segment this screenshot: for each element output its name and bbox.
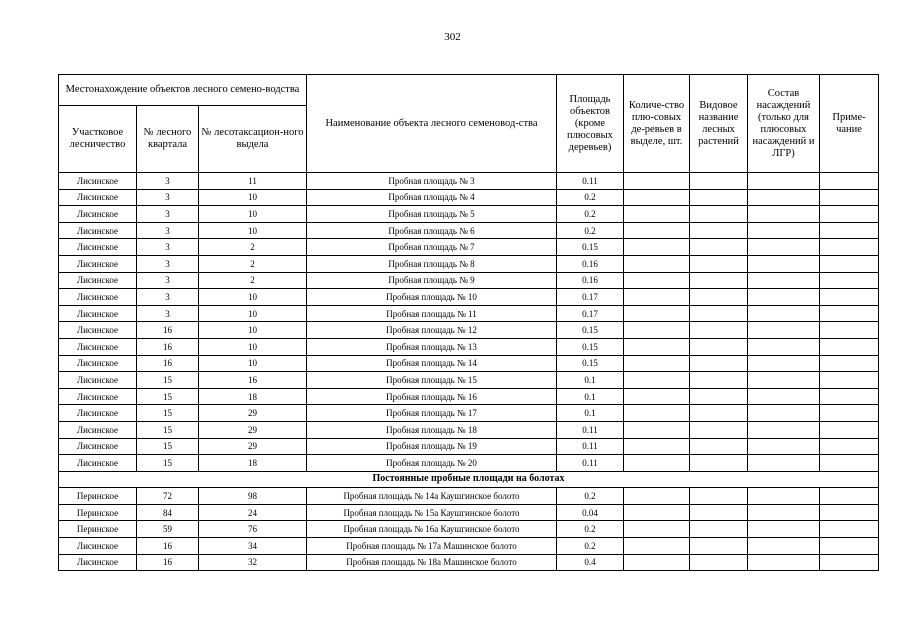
cell-division: 29 xyxy=(199,421,307,438)
table-row xyxy=(59,504,879,521)
cell-forestry: Лисинское xyxy=(59,554,137,571)
cell-empty xyxy=(690,239,748,256)
cell-empty xyxy=(690,488,748,505)
header-object-name: Наименование объекта лесного семеновод-ства xyxy=(307,75,557,173)
cell-quarter: 15 xyxy=(137,455,199,472)
cell-empty xyxy=(820,355,879,372)
cell-empty xyxy=(624,455,690,472)
cell-empty xyxy=(748,504,820,521)
cell-forestry: Лисинское xyxy=(59,455,137,472)
cell-quarter: 3 xyxy=(137,222,199,239)
cell-quarter: 16 xyxy=(137,355,199,372)
cell-division: 16 xyxy=(199,372,307,389)
cell-division: 10 xyxy=(199,338,307,355)
cell-quarter: 15 xyxy=(137,388,199,405)
cell-empty xyxy=(624,421,690,438)
cell-empty xyxy=(690,455,748,472)
cell-empty xyxy=(690,554,748,571)
table-row xyxy=(59,289,879,306)
cell-empty xyxy=(748,538,820,555)
table-row xyxy=(59,355,879,372)
cell-empty xyxy=(820,289,879,306)
cell-division: 10 xyxy=(199,289,307,306)
cell-empty xyxy=(624,488,690,505)
cell-forestry: Лисинское xyxy=(59,206,137,223)
table-row xyxy=(59,189,879,206)
cell-empty xyxy=(624,504,690,521)
cell-quarter: 16 xyxy=(137,554,199,571)
cell-empty xyxy=(690,538,748,555)
cell-empty xyxy=(624,289,690,306)
table-row xyxy=(59,421,879,438)
cell-area: 0.1 xyxy=(557,405,624,422)
cell-empty xyxy=(624,239,690,256)
table-row xyxy=(59,521,879,538)
cell-area: 0.11 xyxy=(557,455,624,472)
cell-empty xyxy=(748,355,820,372)
cell-division: 10 xyxy=(199,222,307,239)
header-location-group: Местонахождение объектов лесного семено-водства xyxy=(59,75,307,106)
header-note: Приме-чание xyxy=(820,75,879,173)
cell-forestry: Лисинское xyxy=(59,355,137,372)
cell-object-name: Пробная площадь № 14а Каушгинское болото xyxy=(307,488,557,505)
cell-division: 10 xyxy=(199,322,307,339)
cell-empty xyxy=(690,504,748,521)
cell-object-name: Пробная площадь № 16 xyxy=(307,388,557,405)
cell-forestry: Лисинское xyxy=(59,239,137,256)
cell-area: 0.15 xyxy=(557,239,624,256)
cell-object-name: Пробная площадь № 17а Машинское болото xyxy=(307,538,557,555)
seed-objects-table xyxy=(58,74,879,571)
table-row xyxy=(59,438,879,455)
table-row xyxy=(59,305,879,322)
cell-empty xyxy=(748,455,820,472)
cell-empty xyxy=(624,189,690,206)
cell-empty xyxy=(748,305,820,322)
cell-empty xyxy=(624,405,690,422)
cell-quarter: 84 xyxy=(137,504,199,521)
cell-empty xyxy=(748,405,820,422)
cell-object-name: Пробная площадь № 11 xyxy=(307,305,557,322)
cell-forestry: Перинское xyxy=(59,521,137,538)
cell-quarter: 15 xyxy=(137,405,199,422)
cell-division: 10 xyxy=(199,305,307,322)
cell-forestry: Перинское xyxy=(59,488,137,505)
cell-area: 0.15 xyxy=(557,355,624,372)
cell-empty xyxy=(690,421,748,438)
cell-area: 0.2 xyxy=(557,189,624,206)
cell-empty xyxy=(748,255,820,272)
header-tree-count: Количе-ство плю-совых де-ревьев в выделе, шт. xyxy=(624,75,690,173)
cell-quarter: 16 xyxy=(137,338,199,355)
cell-quarter: 59 xyxy=(137,521,199,538)
cell-object-name: Пробная площадь № 12 xyxy=(307,322,557,339)
cell-empty xyxy=(624,222,690,239)
cell-empty xyxy=(820,504,879,521)
cell-forestry: Лисинское xyxy=(59,372,137,389)
cell-division: 34 xyxy=(199,538,307,555)
cell-object-name: Пробная площадь № 17 xyxy=(307,405,557,422)
cell-area: 0.17 xyxy=(557,289,624,306)
cell-quarter: 3 xyxy=(137,189,199,206)
cell-empty xyxy=(820,521,879,538)
cell-forestry: Лисинское xyxy=(59,222,137,239)
cell-object-name: Пробная площадь № 8 xyxy=(307,255,557,272)
cell-division: 10 xyxy=(199,355,307,372)
cell-object-name: Пробная площадь № 20 xyxy=(307,455,557,472)
cell-object-name: Пробная площадь № 19 xyxy=(307,438,557,455)
table-row xyxy=(59,206,879,223)
cell-empty xyxy=(820,272,879,289)
cell-division: 18 xyxy=(199,455,307,472)
section-row xyxy=(59,471,879,488)
cell-division: 2 xyxy=(199,255,307,272)
cell-division: 2 xyxy=(199,272,307,289)
header-species: Видовое название лесных растений xyxy=(690,75,748,173)
cell-empty xyxy=(690,305,748,322)
cell-forestry: Лисинское xyxy=(59,173,137,190)
cell-object-name: Пробная площадь № 16а Каушгинское болото xyxy=(307,521,557,538)
cell-empty xyxy=(690,206,748,223)
cell-division: 24 xyxy=(199,504,307,521)
cell-empty xyxy=(690,388,748,405)
table-row xyxy=(59,405,879,422)
cell-empty xyxy=(624,438,690,455)
cell-division: 32 xyxy=(199,554,307,571)
cell-empty xyxy=(748,438,820,455)
cell-empty xyxy=(820,554,879,571)
cell-quarter: 3 xyxy=(137,272,199,289)
cell-area: 0.4 xyxy=(557,554,624,571)
cell-empty xyxy=(820,488,879,505)
cell-empty xyxy=(820,173,879,190)
header-composition: Состав насаждений (только для плюсовых насаждений и ЛГР) xyxy=(748,75,820,173)
cell-empty xyxy=(820,455,879,472)
cell-area: 0.1 xyxy=(557,372,624,389)
cell-object-name: Пробная площадь № 4 xyxy=(307,189,557,206)
cell-empty xyxy=(748,239,820,256)
cell-empty xyxy=(748,554,820,571)
cell-area: 0.2 xyxy=(557,538,624,555)
cell-empty xyxy=(748,338,820,355)
table-row xyxy=(59,239,879,256)
cell-object-name: Пробная площадь № 6 xyxy=(307,222,557,239)
cell-empty xyxy=(820,305,879,322)
cell-object-name: Пробная площадь № 15а Каушгинское болото xyxy=(307,504,557,521)
cell-empty xyxy=(820,255,879,272)
cell-division: 98 xyxy=(199,488,307,505)
cell-empty xyxy=(820,322,879,339)
cell-quarter: 3 xyxy=(137,255,199,272)
table-row xyxy=(59,338,879,355)
cell-quarter: 3 xyxy=(137,206,199,223)
cell-forestry: Лисинское xyxy=(59,272,137,289)
header-area: Площадь объектов (кроме плюсовых деревьев) xyxy=(557,75,624,173)
cell-division: 10 xyxy=(199,189,307,206)
cell-quarter: 72 xyxy=(137,488,199,505)
cell-area: 0.16 xyxy=(557,255,624,272)
cell-empty xyxy=(690,189,748,206)
table-body xyxy=(59,173,879,571)
cell-empty xyxy=(820,438,879,455)
cell-forestry: Лисинское xyxy=(59,388,137,405)
cell-empty xyxy=(624,538,690,555)
cell-empty xyxy=(690,322,748,339)
cell-quarter: 3 xyxy=(137,289,199,306)
cell-object-name: Пробная площадь № 5 xyxy=(307,206,557,223)
cell-area: 0.2 xyxy=(557,222,624,239)
cell-forestry: Лисинское xyxy=(59,421,137,438)
cell-empty xyxy=(690,405,748,422)
cell-quarter: 3 xyxy=(137,173,199,190)
cell-division: 11 xyxy=(199,173,307,190)
cell-quarter: 3 xyxy=(137,305,199,322)
cell-quarter: 15 xyxy=(137,372,199,389)
cell-forestry: Лисинское xyxy=(59,305,137,322)
cell-division: 2 xyxy=(199,239,307,256)
table-row xyxy=(59,488,879,505)
cell-empty xyxy=(624,272,690,289)
table-row xyxy=(59,222,879,239)
cell-empty xyxy=(624,305,690,322)
cell-empty xyxy=(624,255,690,272)
cell-empty xyxy=(690,289,748,306)
cell-empty xyxy=(820,206,879,223)
cell-empty xyxy=(820,421,879,438)
cell-empty xyxy=(748,372,820,389)
table-row xyxy=(59,322,879,339)
cell-empty xyxy=(690,438,748,455)
cell-forestry: Лисинское xyxy=(59,438,137,455)
cell-area: 0.1 xyxy=(557,388,624,405)
table-row xyxy=(59,538,879,555)
cell-area: 0.11 xyxy=(557,173,624,190)
cell-empty xyxy=(748,289,820,306)
cell-empty xyxy=(748,173,820,190)
cell-quarter: 16 xyxy=(137,322,199,339)
cell-empty xyxy=(690,372,748,389)
cell-empty xyxy=(624,388,690,405)
cell-empty xyxy=(820,538,879,555)
cell-forestry: Лисинское xyxy=(59,405,137,422)
cell-empty xyxy=(748,272,820,289)
cell-empty xyxy=(624,521,690,538)
cell-empty xyxy=(624,372,690,389)
cell-object-name: Пробная площадь № 13 xyxy=(307,338,557,355)
cell-empty xyxy=(624,173,690,190)
table-row xyxy=(59,272,879,289)
cell-area: 0.2 xyxy=(557,488,624,505)
cell-empty xyxy=(690,338,748,355)
cell-object-name: Пробная площадь № 3 xyxy=(307,173,557,190)
cell-quarter: 3 xyxy=(137,239,199,256)
cell-division: 29 xyxy=(199,438,307,455)
cell-empty xyxy=(624,338,690,355)
cell-area: 0.11 xyxy=(557,438,624,455)
cell-empty xyxy=(748,222,820,239)
header-forestry: Участковое лесничество xyxy=(59,106,137,173)
cell-empty xyxy=(820,405,879,422)
header-quarter: № лесного квартала xyxy=(137,106,199,173)
cell-empty xyxy=(820,189,879,206)
cell-empty xyxy=(624,206,690,223)
cell-object-name: Пробная площадь № 9 xyxy=(307,272,557,289)
cell-empty xyxy=(748,189,820,206)
cell-empty xyxy=(820,372,879,389)
page-number: 302 xyxy=(444,31,461,43)
table-row xyxy=(59,455,879,472)
cell-empty xyxy=(690,355,748,372)
cell-area: 0.15 xyxy=(557,338,624,355)
cell-forestry: Перинское xyxy=(59,504,137,521)
cell-empty xyxy=(748,322,820,339)
cell-forestry: Лисинское xyxy=(59,289,137,306)
section-title: Постоянные пробные площади на болотах xyxy=(59,471,879,488)
cell-area: 0.04 xyxy=(557,504,624,521)
table-row xyxy=(59,173,879,190)
cell-empty xyxy=(748,488,820,505)
cell-object-name: Пробная площадь № 18а Машинское болото xyxy=(307,554,557,571)
cell-area: 0.2 xyxy=(557,521,624,538)
header-division: № лесотаксацион-ного выдела xyxy=(199,106,307,173)
cell-empty xyxy=(624,554,690,571)
table-row xyxy=(59,554,879,571)
cell-empty xyxy=(748,388,820,405)
cell-forestry: Лисинское xyxy=(59,322,137,339)
cell-empty xyxy=(690,521,748,538)
cell-division: 18 xyxy=(199,388,307,405)
cell-empty xyxy=(820,338,879,355)
cell-quarter: 16 xyxy=(137,538,199,555)
cell-empty xyxy=(748,421,820,438)
cell-empty xyxy=(690,272,748,289)
table-row xyxy=(59,388,879,405)
table-row xyxy=(59,372,879,389)
cell-forestry: Лисинское xyxy=(59,189,137,206)
cell-empty xyxy=(820,222,879,239)
cell-empty xyxy=(624,322,690,339)
cell-empty xyxy=(820,239,879,256)
cell-forestry: Лисинское xyxy=(59,338,137,355)
cell-forestry: Лисинское xyxy=(59,538,137,555)
cell-division: 29 xyxy=(199,405,307,422)
cell-empty xyxy=(748,206,820,223)
cell-quarter: 15 xyxy=(137,421,199,438)
cell-empty xyxy=(820,388,879,405)
cell-empty xyxy=(748,521,820,538)
table-row xyxy=(59,255,879,272)
cell-area: 0.15 xyxy=(557,322,624,339)
cell-object-name: Пробная площадь № 18 xyxy=(307,421,557,438)
cell-area: 0.11 xyxy=(557,421,624,438)
cell-area: 0.17 xyxy=(557,305,624,322)
cell-quarter: 15 xyxy=(137,438,199,455)
cell-empty xyxy=(690,222,748,239)
cell-empty xyxy=(690,255,748,272)
cell-empty xyxy=(624,355,690,372)
cell-forestry: Лисинское xyxy=(59,255,137,272)
cell-object-name: Пробная площадь № 7 xyxy=(307,239,557,256)
cell-area: 0.16 xyxy=(557,272,624,289)
cell-division: 76 xyxy=(199,521,307,538)
cell-empty xyxy=(690,173,748,190)
cell-area: 0.2 xyxy=(557,206,624,223)
cell-object-name: Пробная площадь № 15 xyxy=(307,372,557,389)
cell-object-name: Пробная площадь № 10 xyxy=(307,289,557,306)
cell-division: 10 xyxy=(199,206,307,223)
cell-object-name: Пробная площадь № 14 xyxy=(307,355,557,372)
